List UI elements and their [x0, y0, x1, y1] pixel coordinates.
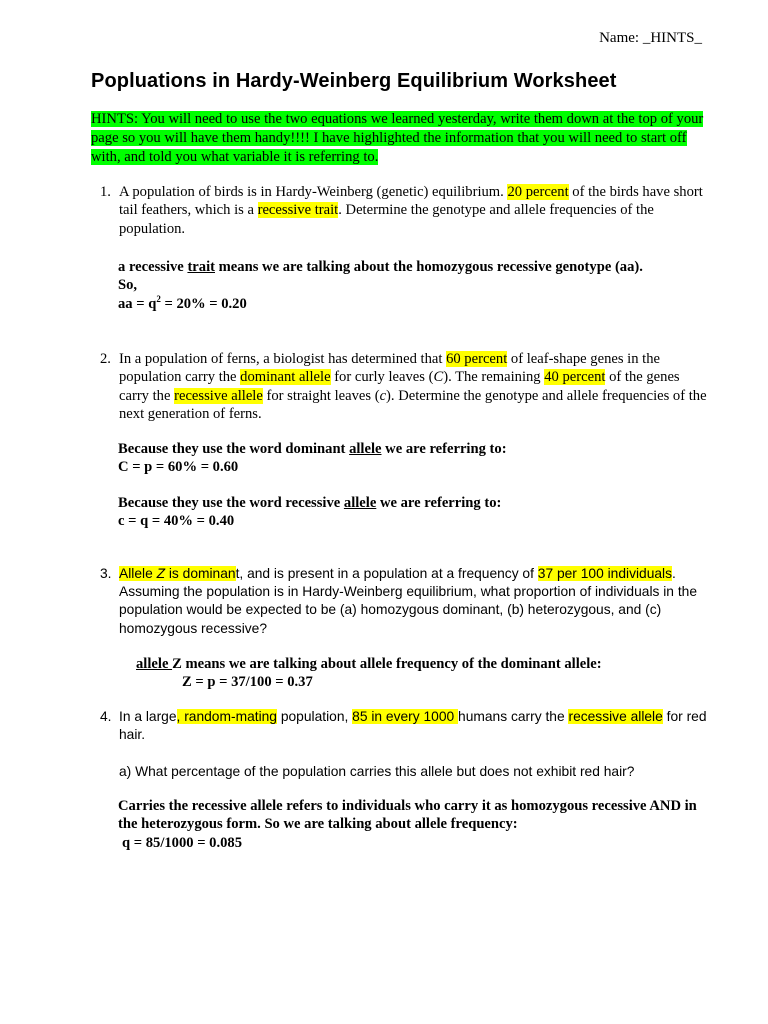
- answer-formula: q = 85/1000 = 0.085: [122, 834, 243, 851]
- highlight-recessive-allele: recessive allele: [568, 709, 663, 724]
- question-4a: a) What percentage of the population carries this allele but does not exhibit red hair?: [119, 764, 635, 779]
- answer-2b: [118, 494, 501, 531]
- answer-line: So,: [118, 277, 138, 294]
- question-2: [100, 350, 712, 424]
- highlight-85-in-1000: 85 in every 1000: [352, 709, 459, 724]
- text-run: for red hair.: [119, 709, 707, 743]
- text-run: a recessive: [118, 259, 188, 275]
- question-text: [119, 565, 712, 638]
- highlight-random-mating: , random-mating: [176, 709, 277, 724]
- answer-formula: C = p = 60% = 0.60: [118, 459, 239, 476]
- hints-text: HINTS: You will need to use the two equations we learned yesterday, write them down at the top of your page so you will have them handy!!!! I have highlighted the information that you will need to start off with, and told you what variable it is referring to.: [91, 111, 704, 165]
- text-run: t, and is present in a population at a frequency of: [235, 566, 538, 581]
- question-number: 4.: [100, 709, 112, 724]
- question-number: 1.: [100, 184, 111, 200]
- text-run: for straight leaves (: [262, 387, 380, 404]
- text-run: . Determine the genotype and allele frequencies of the population.: [119, 202, 654, 237]
- text-run: Because they use the word dominant: [118, 441, 350, 457]
- answer-formula: Z = p = 37/100 = 0.37: [182, 674, 313, 691]
- text-run: population,: [276, 709, 353, 724]
- italic-letter: c: [379, 387, 387, 404]
- text-run: ). The remaining: [443, 369, 545, 386]
- highlight-recessive-trait: recessive trait: [257, 202, 339, 219]
- italic-letter: C: [433, 369, 444, 386]
- question-3: [100, 565, 712, 638]
- answer-2a: [118, 440, 507, 477]
- question-1: [100, 183, 712, 238]
- text-run: we are referring to:: [381, 441, 507, 457]
- answer-line: [118, 440, 507, 458]
- answer-line: [136, 655, 602, 673]
- highlight-60-percent: 60 percent: [446, 351, 508, 367]
- underlined-word: trait: [187, 259, 215, 275]
- text-run: . Assuming the population is in Hardy-Weinberg equilibrium, what proportion of individuals in the population would be expected to be (a) homozygous dominant, (b) heterozygous, and (c) homozygous recessive?: [119, 566, 697, 636]
- highlight-dominant-allele: dominant allele: [240, 369, 331, 386]
- hints-paragraph: [91, 110, 711, 167]
- answer-line: [118, 494, 501, 512]
- underlined-word: allele: [136, 656, 173, 672]
- text-run: of leaf-shape genes in the population carry the: [119, 351, 661, 386]
- italic-letter: Z: [156, 566, 166, 581]
- text-run: aa = q: [118, 295, 157, 312]
- text-run: Z means we are talking about allele frequency of the dominant allele:: [172, 656, 602, 672]
- answer-formula: [118, 295, 643, 313]
- exponent: 2: [156, 293, 161, 304]
- text-run: we are referring to:: [376, 495, 502, 511]
- answer-4: [118, 797, 718, 852]
- question-text: [119, 350, 712, 424]
- highlight-allele-z: [119, 566, 236, 581]
- text-run: = 20% = 0.20: [160, 295, 247, 312]
- question-text: [119, 183, 712, 238]
- question-number: 3.: [100, 566, 112, 581]
- text-run: A population of birds is in Hardy-Weinberg (genetic) equilibrium.: [119, 184, 508, 200]
- text-run: ). Determine the genotype and allele frequencies of the next generation of ferns.: [119, 387, 707, 423]
- name-line: Name: _HINTS_: [599, 30, 702, 46]
- answer-line: Carries the recessive allele refers to individuals who carry it as homozygous recessive AND in the heterozygous form. So we are talking about allele frequency:: [118, 798, 697, 833]
- text-run: In a large: [119, 709, 177, 724]
- question-text: [119, 708, 712, 744]
- question-4: [100, 708, 712, 744]
- highlight-37-per-100: 37 per 100 individuals: [537, 566, 673, 581]
- underlined-word: allele: [343, 495, 377, 511]
- text-run: Allele: [119, 566, 157, 581]
- question-number: 2.: [100, 351, 111, 367]
- text-run: means we are talking about the homozygous recessive genotype (aa).: [215, 259, 643, 275]
- highlight-40-percent: 40 percent: [544, 369, 606, 386]
- text-run: is dominan: [165, 566, 236, 581]
- text-run: for curly leaves (: [330, 369, 434, 386]
- highlight-20-percent: 20 percent: [507, 184, 569, 200]
- text-run: of the birds have short tail feathers, which is a: [119, 184, 703, 219]
- text-run: Because they use the word recessive: [118, 495, 344, 511]
- text-run: of the genes carry the: [119, 369, 680, 404]
- highlight-recessive-allele: recessive allele: [174, 387, 263, 404]
- answer-1: [118, 258, 643, 313]
- answer-3: [136, 655, 602, 692]
- text-run: humans carry the: [458, 709, 569, 724]
- answer-formula: c = q = 40% = 0.40: [118, 513, 235, 530]
- text-run: In a population of ferns, a biologist has determined that: [119, 351, 447, 367]
- page-title: Popluations in Hardy-Weinberg Equilibrium Worksheet: [91, 70, 617, 92]
- underlined-word: allele: [349, 441, 382, 457]
- answer-line: [118, 258, 643, 276]
